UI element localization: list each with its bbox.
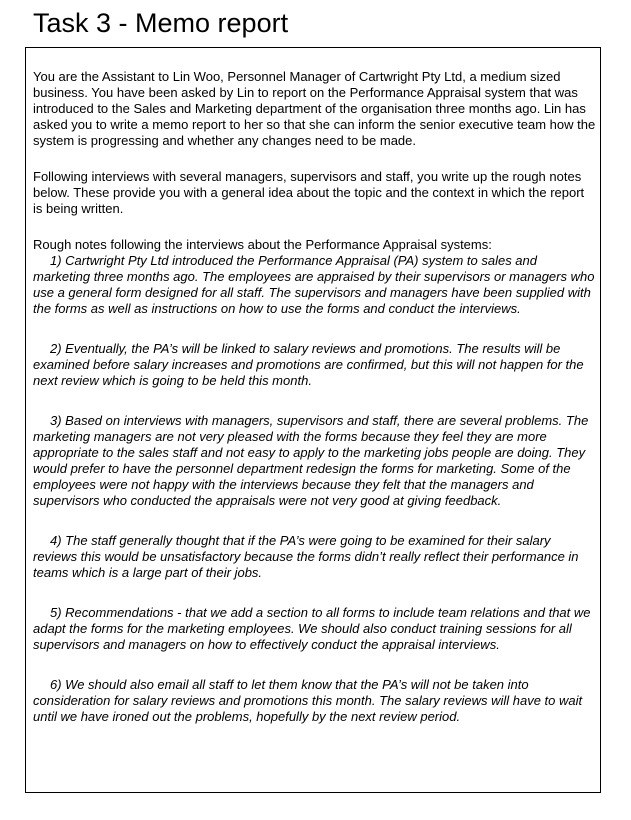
notes-heading: Rough notes following the interviews about the Performance Appraisal systems: <box>33 237 492 252</box>
task-content <box>33 69 596 725</box>
intro-paragraph: You are the Assistant to Lin Woo, Personnel Manager of Cartwright Pty Ltd, a medium sized business. You have been asked by Lin to report on the Performance Appraisal system that was introduced to the Sales and Marketing department of the organisation three months ago. Lin has asked you to write a memo report to her so that she can inform the senior executive team how the system is progressing and whether any changes need to be made. <box>33 69 596 148</box>
note-item: 6) We should also email all staff to let them know that the PA’s will not be taken into consideration for salary reviews and promotions this month. The salary reviews will have to wait until we have ironed out the problems, hopefully by the next review period. <box>33 677 583 724</box>
note-item: 1) Cartwright Pty Ltd introduced the Performance Appraisal (PA) system to sales and marketing three months ago. The employees are appraised by their supervisors or managers who use a general form designed for all staff. The supervisors and managers have been supplied with the forms as well as instructions on how to use the forms and conduct the interviews. <box>33 253 595 316</box>
intro-paragraph: Following interviews with several managers, supervisors and staff, you write up the rough notes below. These provide you with a general idea about the topic and the context in which the report is being written. <box>33 169 585 216</box>
note-item: 4) The staff generally thought that if the PA’s were going to be examined for their salary reviews this would be unsatisfactory because the forms didn’t really reflect their performance in teams which is a large part of their jobs. <box>33 533 579 580</box>
notes-list <box>33 253 596 725</box>
note-item: 2) Eventually, the PA’s will be linked to salary reviews and promotions. The results will be examined before salary increases and promotions are confirmed, but this will not happen for the next review which is going to be held this month. <box>33 341 584 388</box>
note-item: 5) Recommendations - that we add a section to all forms to include team relations and that we adapt the forms for the marketing employees. We should also conduct training sessions for all supervisors and managers on how to effectively conduct the appraisal interviews. <box>33 605 591 652</box>
page-title: Task 3 - Memo report <box>33 8 289 38</box>
note-item: 3) Based on interviews with managers, supervisors and staff, there are several problems. The marketing managers are not very pleased with the forms because they feel they are more appropriate to the sales staff and not easy to apply to the marketing jobs people are doing. They would prefer to have the personnel department redesign the forms for marketing. Some of the employees were not happy with the interviews because they felt that the managers and supervisors who conducted the appraisals were not very good at giving feedback. <box>33 413 589 508</box>
